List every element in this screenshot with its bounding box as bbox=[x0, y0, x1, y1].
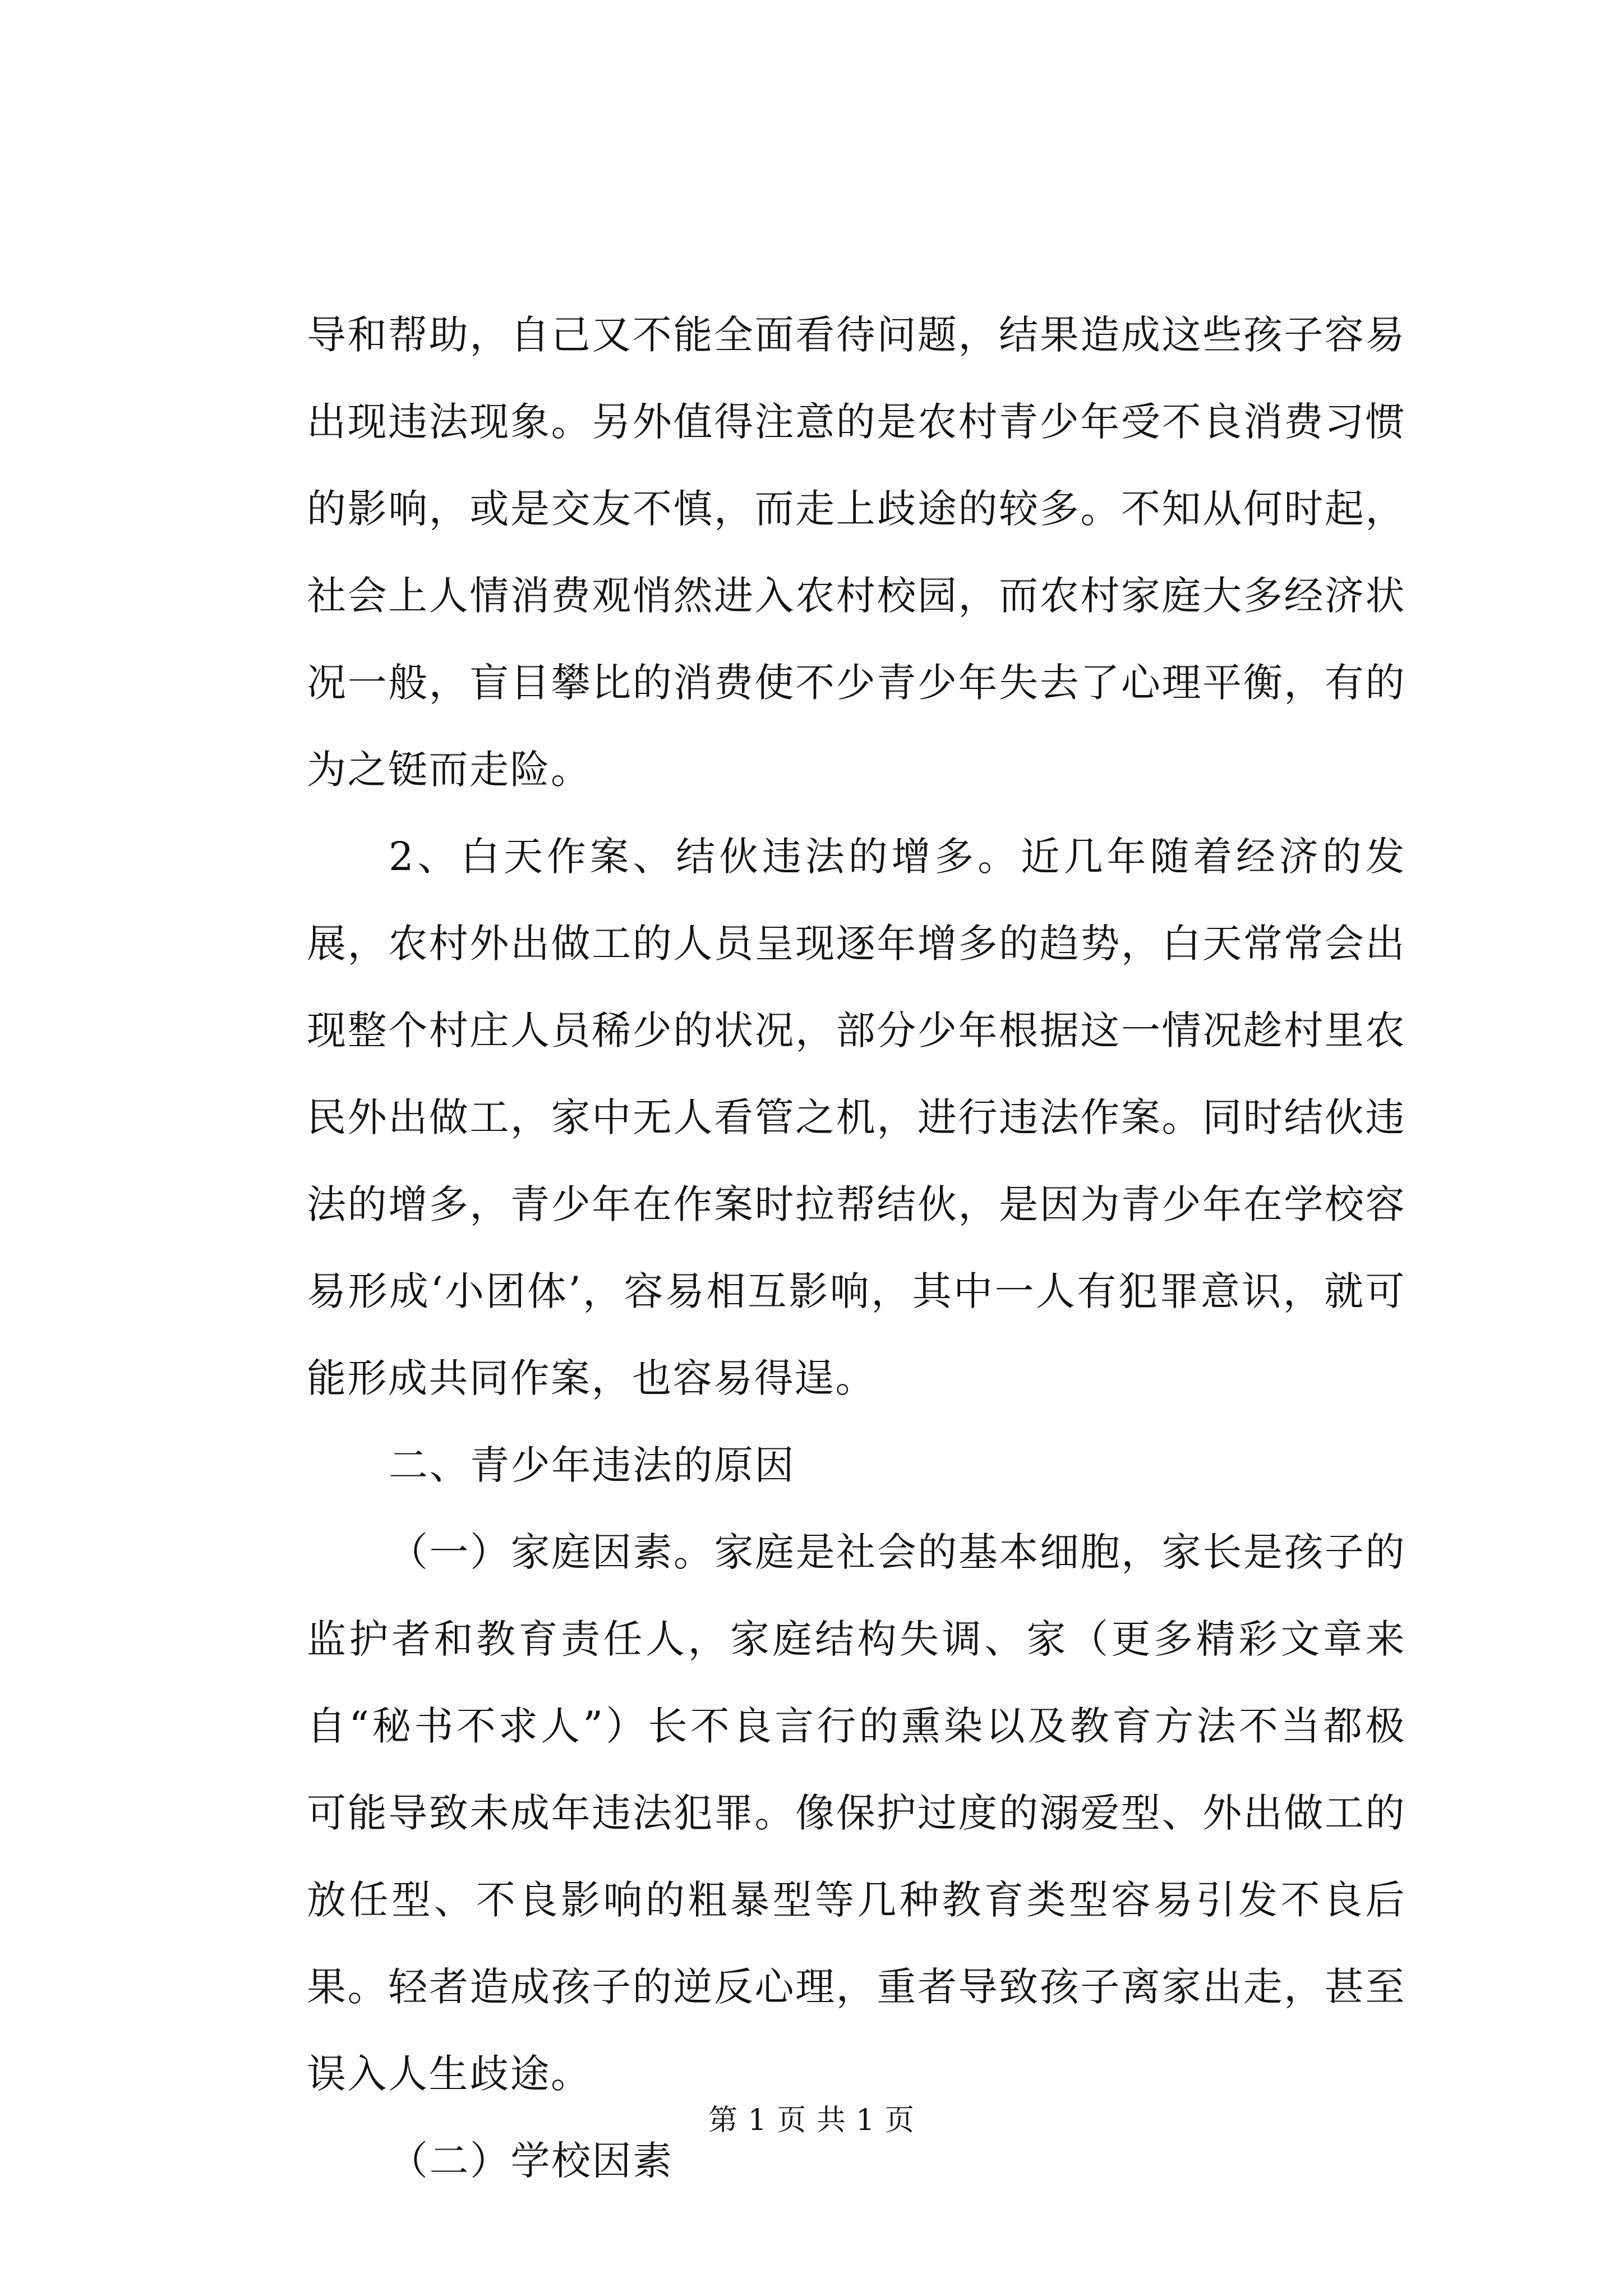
paragraph-family-factors: （一）家庭因素。家庭是社会的基本细胞，家长是孩子的监护者和教育责任人，家庭结构失调、家（更多精彩文章来自“秘书不求人”）长不良言行的熏染以及教育方法不当都极可能导致未成年违法犯罪。像保护过度的溺爱型、外出做工的放任型、不良影响的粗暴型等几种教育类型容易引发不良后果。轻者造成孩子的逆反心理，重者导致孩子离家出走，甚至误入人生歧途。 bbox=[307, 1529, 1406, 2097]
subheading-school-factors: （二）学校因素 bbox=[389, 2138, 674, 2184]
page-footer: 第 1 页 共 1 页 bbox=[708, 2104, 915, 2137]
paragraph-continuation: 导和帮助，自己又不能全面看待问题，结果造成这些孩子容易出现违法现象。另外值得注意的是农村青少年受不良消费习惯的影响，或是交友不慎，而走上歧途的较多。不知从何时起，社会上人情消费观悄然进入农村校园，而农村家庭大多经济状况一般，盲目攀比的消费使不少青少年失去了心理平衡，有的为之铤而走险。 bbox=[307, 312, 1406, 793]
document-body bbox=[307, 292, 1406, 2205]
paragraph-daytime-crime: 2、白天作案、结伙违法的增多。近几年随着经济的发展，农村外出做工的人员呈现逐年增多的趋势，白天常常会出现整个村庄人员稀少的状况，部分少年根据这一情况趁村里农民外出做工，家中无人看管之机，进行违法作案。同时结伙违法的增多，青少年在作案时拉帮结伙，是因为青少年在学校容易形成‘小团体’，容易相互影响，其中一人有犯罪意识，就可能形成共同作案，也容易得逞。 bbox=[307, 834, 1406, 1401]
section-heading-causes: 二、青少年违法的原因 bbox=[389, 1442, 795, 1488]
